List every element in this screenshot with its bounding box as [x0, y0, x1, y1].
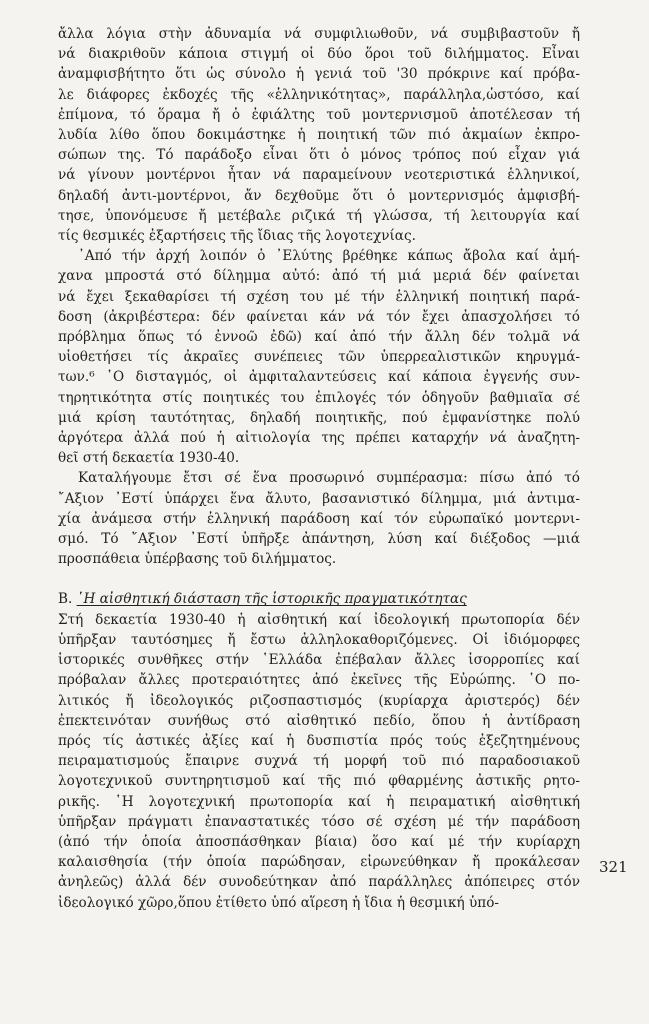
text-line: ἀργότερα ἀλλά πού ἡ αἰτιολογία της πρέπει καταρχήν νά ἀναζητη-	[58, 430, 580, 447]
text-line: ῎Αξιον ᾿Εστί ὑπάρχει ἕνα ἄλυτο, βασανιστικό δίλημμα, μιά ἀντιμα-	[58, 490, 580, 507]
text-line: καλαισθησία (τήν ὁποία παρώδησαν, εἰρωνεύθηκαν ἤ προκάλεσαν	[58, 854, 580, 871]
text-line: λιτικός ἤ ἰδεολογικός ριζοσπαστισμός (κυρίαρχα ἀριστερός) δέν	[58, 692, 580, 709]
text-line: νά γίνουν μοντέρνοι ἦταν νά παραμείνουν νεοτεριστικά ἑλληνικοί,	[58, 167, 580, 184]
section-number: Β.	[58, 591, 73, 608]
text-line: των.⁶ ῾Ο δισταγμός, οἱ ἀμφιταλαντεύσεις καί κάποια ἐγγενής συν-	[58, 369, 580, 386]
section-title: ῾Η αἰσθητική διάσταση τῆς ἱστορικῆς πραγματικότητας	[76, 591, 467, 608]
text-line: Καταλήγουμε ἔτσι σέ ἕνα προσωρινό συμπέρασμα: πίσω ἀπό τό	[78, 470, 580, 487]
text-line: ὑπῆρξαν πράγματι ἐπαναστατικές τόσο σέ σχέση μέ τήν παράδοση	[58, 813, 580, 830]
paragraph	[58, 468, 580, 569]
section-heading	[58, 589, 580, 609]
page-body	[58, 24, 580, 913]
text-line: σμό. Τό ῎Αξιον ᾿Εστί ὑπῆρξε ἀπάντηση, λύση καί διέξοδος —μιά	[58, 531, 580, 548]
text-line: τίς θεσμικές ἐξαρτήσεις τῆς ἴδιας τῆς λογοτεχνίας.	[58, 228, 416, 245]
section-spacer	[58, 569, 580, 589]
text-line: λε διάφορες ἐκδοχές τῆς «ἑλληνικότητας», παράλληλα,ὡστόσο, καί	[58, 86, 580, 103]
text-line: νά διακριθοῦν κάποια στιγμή οἱ δύο ὅροι τοῦ διλήμματος. Εἶναι	[58, 46, 580, 63]
text-line: ἰδεολογικό χῶρο,ὅπου ἐτίθετο ὑπό αἵρεση ἡ ἴδια ἡ θεσμική ὑπό-	[58, 894, 499, 911]
text-line: νά ἔχει ξεκαθαρίσει τή σχέση του μέ τήν ἑλληνική ποιητική παρά-	[58, 288, 580, 305]
paragraph	[58, 610, 580, 913]
text-line: Στή δεκαετία 1930-40 ἡ αἰσθητική καί ἰδεολογική πρωτοπορία δέν	[58, 611, 580, 628]
paragraph	[58, 24, 580, 246]
text-line: πρόβαλαν ἄλλες προτεραιότητες ἀπό ἐκεῖνες τῆς Εὐρώπης. ῾Ο πο-	[58, 672, 580, 689]
text-line: πρός τίς ἀστικές ἀξίες καί ἡ δυσπιστία πρός τούς ἐξεζητημένους	[58, 732, 580, 749]
text-line: σώπων της. Τό παράδοξο εἶναι ὅτι ὁ μόνος τρόπος πού εἶχαν γιά	[58, 147, 580, 164]
text-line: τηρητικότητα στίς ποιητικές του ἐπιλογές τόν ὁδηγοῦν βαθμιαῖα σέ	[58, 389, 580, 406]
text-line: δηλαδή ἀντι-μοντέρνοι, ἄν δεχθοῦμε ὅτι ὁ μοντερνισμός ἀμφισβή-	[58, 187, 580, 204]
text-line: ἐπεκτεινόταν συνήθως στό αἰσθητικό πεδίο, ὅπου ἡ ἀντίδραση	[58, 712, 580, 729]
text-line: λογοτεχνικοῦ συντηρητισμοῦ καί τῆς πιό φθαρμένης ἀστικῆς ρητο-	[58, 773, 580, 790]
text-line: μιά κρίση ταυτότητας, δηλαδή ποιητικῆς, πού ἐμφανίστηκε πολύ	[58, 409, 580, 426]
text-line: πρόβλημα ὅπως τό ἐννοῶ ἐδῶ) καί ἀπό τήν ἄλλη δέν τολμᾶ νά	[58, 329, 580, 346]
text-line: ἀναμφισβήτητο ὅτι ὡς σύνολο ἡ γενιά τοῦ '30 πρόκρινε καί πρόβα-	[58, 66, 580, 83]
paragraph	[58, 246, 580, 468]
text-line: δοση (ἀκριβέστερα: δέν φαίνεται κάν νά τόν ἔχει ἀπασχολήσει τό	[58, 308, 580, 325]
text-line: λυδία λίθο ὅπου δοκιμάστηκε ἡ ποιητική τῶν πιό ἀκμαίων ἐκπρο-	[58, 127, 580, 144]
text-line: υἱοθετήσει τίς ἀκραῖες συνέπειες τῶν ὑπερρεαλιστικῶν κηρυγμά-	[58, 349, 580, 366]
text-line: ρικῆς. ῾Η λογοτεχνική πρωτοπορία καί ἡ πειραματική αἰσθητική	[58, 793, 580, 810]
text-line: ἀνηλεῶς) ἀλλά δέν συνοδεύτηκαν ἀπό παράλληλες ἀπόπειρες στόν	[58, 874, 580, 891]
text-line: ἱστορικές συνθῆκες στήν ῾Ελλάδα ἐπέβαλαν ἄλλες ἰσορροπίες καί	[58, 652, 580, 669]
text-line: ᾿Από τήν ἀρχή λοιπόν ὁ ᾿Ελύτης βρέθηκε κάπως ἄβολα καί ἀμή-	[78, 248, 580, 265]
text-line: προσπάθεια ὑπέρβασης τοῦ διλήμματος.	[58, 551, 337, 568]
text-line: (ἀπό τήν ὁποία ἀποσπάσθηκαν βίαια) ὅσο καί μέ τήν κυρίαρχη	[58, 833, 580, 850]
text-line: τησε, ὑπονόμευσε ἤ μετέβαλε ριζικά τή γλώσσα, τή λειτουργία καί	[58, 207, 580, 224]
text-line: χανα μπροστά στό δίλημμα αὐτό: ἀπό τή μιά μεριά δέν φαίνεται	[58, 268, 580, 285]
text-line: θεῖ στή δεκαετία 1930-40.	[58, 450, 240, 467]
text-line: χία ἀνάμεσα στήν ἑλληνική παράδοση καί τόν εὐρωπαϊκό μοντερνι-	[58, 510, 580, 527]
text-line: πειραματισμούς ἔπαιρνε συχνά τή μορφή τοῦ πιό παραδοσιακοῦ	[58, 753, 580, 770]
text-line: ἐπίμονα, τό ὅραμα ἤ ὁ ἐφιάλτης τοῦ μοντερνισμοῦ ἀποτέλεσαν τή	[58, 106, 580, 123]
page-number: 321	[599, 858, 628, 876]
text-line: ὑπῆρξαν ταυτόσημες ἤ ἔστω ἀλληλοκαθοριζόμενες. Οἱ ἰδιόμορφες	[58, 631, 580, 648]
text-line: ἄλλα λόγια στὴν ἀδυναμία νά συμφιλιωθοῦν, νά συμβιβαστοῦν ἤ	[58, 26, 580, 42]
